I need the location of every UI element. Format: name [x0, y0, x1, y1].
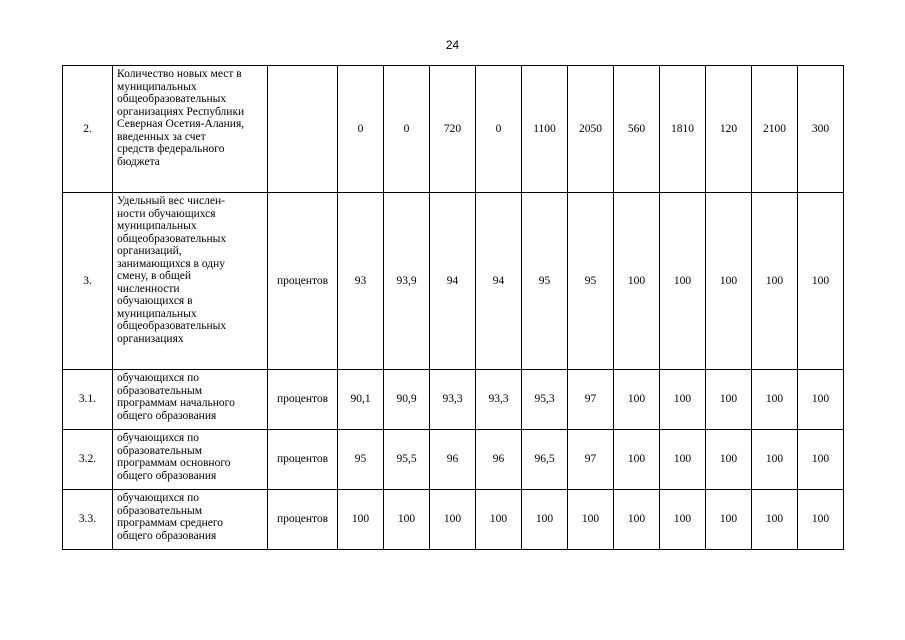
page-number: 24 [445, 38, 460, 52]
name-line: образовательным [117, 504, 203, 517]
name-line: обучающихся в [117, 295, 193, 307]
value-cell: 100 [798, 370, 844, 430]
indicator-name [113, 66, 268, 193]
name-line: Количество новых мест в [117, 68, 242, 80]
unit-cell: процентов [268, 490, 338, 550]
value-cell: 100 [568, 490, 614, 550]
value-cell: 95 [338, 430, 384, 490]
value-cell: 1100 [522, 66, 568, 193]
value-cell: 100 [752, 370, 798, 430]
value-cell: 100 [338, 490, 384, 550]
value-cell: 100 [614, 430, 660, 490]
value-cell: 560 [614, 66, 660, 193]
value-cell: 97 [568, 370, 614, 430]
value-cell: 95,5 [384, 430, 430, 490]
value-cell: 100 [660, 370, 706, 430]
value-cell: 93,3 [476, 370, 522, 430]
value-cell: 100 [706, 370, 752, 430]
value-cell: 100 [706, 430, 752, 490]
value-cell: 100 [706, 490, 752, 550]
row-number: 3.1. [63, 370, 113, 430]
name-line: программам основного [117, 457, 231, 469]
value-cell: 95,3 [522, 370, 568, 430]
table-row [63, 490, 844, 550]
name-line: введенных за счет [117, 130, 206, 143]
name-line: Северная Осетия-Алания, [117, 118, 245, 130]
value-cell: 100 [752, 193, 798, 370]
indicator-name [113, 490, 268, 550]
unit-cell: процентов [268, 370, 338, 430]
value-cell: 100 [752, 490, 798, 550]
value-cell: 96,5 [522, 430, 568, 490]
name-line: Удельный вес числен- [117, 195, 225, 207]
value-cell: 100 [614, 193, 660, 370]
value-cell: 100 [798, 430, 844, 490]
value-cell: 96 [476, 430, 522, 490]
name-line: обучающихся по [117, 372, 199, 384]
value-cell: 100 [430, 490, 476, 550]
name-line: программам среднего [117, 517, 224, 529]
name-line: общеобразовательных [117, 232, 227, 245]
value-cell: 100 [614, 370, 660, 430]
value-cell: 2100 [752, 66, 798, 193]
value-cell: 100 [660, 193, 706, 370]
name-line: численности [117, 282, 180, 295]
value-cell: 100 [614, 490, 660, 550]
row-number: 3. [63, 193, 113, 370]
unit-cell [268, 66, 338, 193]
name-line: организациях Республики [117, 105, 245, 118]
name-line: муниципальных [117, 307, 197, 320]
table-row [63, 66, 844, 193]
name-line: муниципальных [117, 220, 197, 232]
name-line: программам начального [117, 397, 235, 409]
name-line: общего образования [117, 409, 217, 422]
indicator-name [113, 430, 268, 490]
value-cell: 100 [752, 430, 798, 490]
unit-cell: процентов [268, 193, 338, 370]
value-cell: 720 [430, 66, 476, 193]
indicator-name [113, 193, 268, 370]
value-cell: 100 [522, 490, 568, 550]
value-cell: 100 [476, 490, 522, 550]
name-line: общего образования [117, 469, 217, 482]
table-row [63, 370, 844, 430]
name-line: ности обучающихся [117, 207, 216, 220]
value-cell: 97 [568, 430, 614, 490]
value-cell: 100 [384, 490, 430, 550]
value-cell: 300 [798, 66, 844, 193]
value-cell: 100 [660, 430, 706, 490]
value-cell: 90,1 [338, 370, 384, 430]
value-cell: 100 [706, 193, 752, 370]
name-line: обучающихся по [117, 432, 199, 444]
value-cell: 0 [476, 66, 522, 193]
value-cell: 94 [430, 193, 476, 370]
value-cell: 95 [568, 193, 614, 370]
name-line: образовательным [117, 444, 203, 457]
value-cell: 0 [338, 66, 384, 193]
name-line: средств федерального [117, 143, 225, 155]
row-number: 3.3. [63, 490, 113, 550]
value-cell: 2050 [568, 66, 614, 193]
row-number: 3.2. [63, 430, 113, 490]
value-cell: 94 [476, 193, 522, 370]
indicator-name [113, 370, 268, 430]
indicators-table [62, 65, 844, 550]
name-line: смену, в общей [117, 270, 192, 282]
value-cell: 96 [430, 430, 476, 490]
value-cell: 93,3 [430, 370, 476, 430]
value-cell: 95 [522, 193, 568, 370]
name-line: образовательным [117, 384, 203, 397]
value-cell: 100 [798, 490, 844, 550]
value-cell: 93,9 [384, 193, 430, 370]
name-line: общеобразовательных [117, 320, 227, 332]
name-line: бюджета [117, 155, 160, 168]
value-cell: 1810 [660, 66, 706, 193]
value-cell: 90,9 [384, 370, 430, 430]
value-cell: 0 [384, 66, 430, 193]
unit-cell: процентов [268, 430, 338, 490]
table-row [63, 430, 844, 490]
value-cell: 120 [706, 66, 752, 193]
name-line: общеобразовательных [117, 93, 227, 105]
name-line: организаций, [117, 245, 182, 257]
row-number: 2. [63, 66, 113, 193]
name-line: обучающихся по [117, 492, 199, 504]
value-cell: 100 [798, 193, 844, 370]
value-cell: 93 [338, 193, 384, 370]
value-cell: 100 [660, 490, 706, 550]
name-line: занимающихся в одну [117, 257, 226, 270]
name-line: муниципальных [117, 80, 197, 93]
name-line: организациях [117, 332, 184, 345]
name-line: общего образования [117, 529, 217, 542]
table-row [63, 193, 844, 370]
